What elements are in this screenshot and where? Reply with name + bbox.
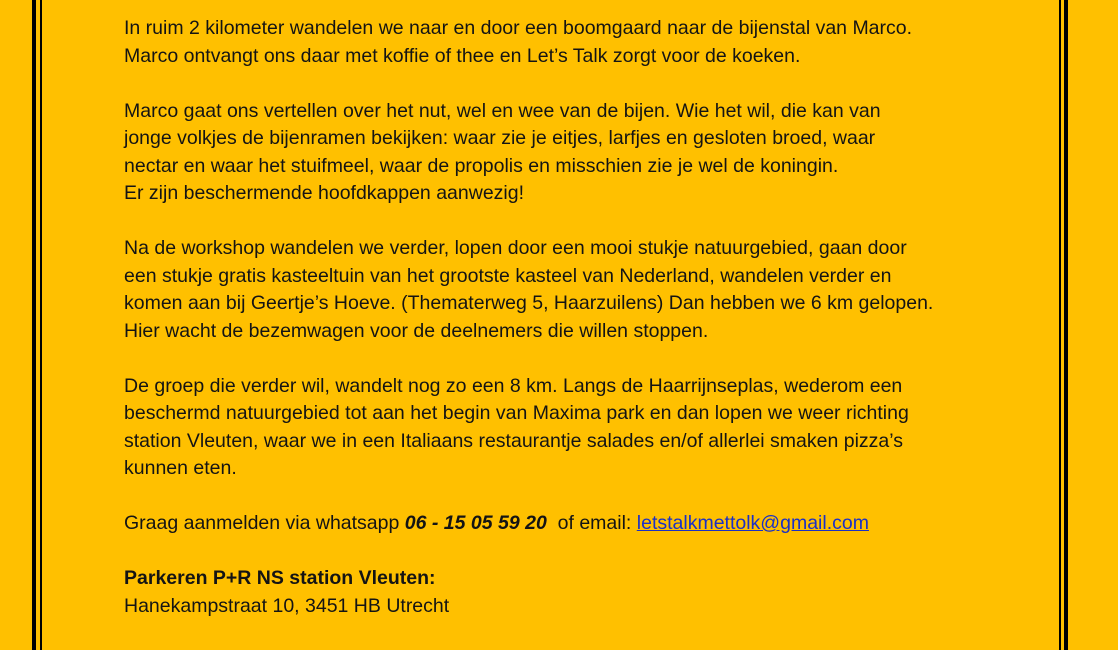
paragraph-bees — [124, 98, 1024, 208]
paragraph-gap — [124, 483, 1024, 511]
text-line: beschermd natuurgebied tot aan het begin van Maxima park en dan lopen we weer richting — [124, 402, 909, 424]
text-line: Marco gaat ons vertellen over het nut, wel en wee van de bijen. Wie het wil, die kan van — [124, 99, 881, 122]
text-line: nectar en waar het stuifmeel, waar de propolis en misschien zie je wel de koningin. — [124, 154, 839, 177]
text-line: een stukje gratis kasteeltuin van het grootste kasteel van Nederland, wandelen verder en — [124, 264, 892, 287]
whatsapp-number: 06 - 15 05 59 20 — [404, 512, 547, 534]
parking-address: Hanekampstraat 10, 3451 HB Utrecht — [124, 594, 450, 617]
paragraph-gap — [124, 208, 1024, 236]
contact-line — [124, 510, 1024, 538]
text-line: Na de workshop wandelen we verder, lopen door een mooi stukje natuurgebied, gaan door — [124, 237, 907, 259]
paragraph-gap — [124, 70, 1024, 98]
flyer-text — [124, 15, 1024, 620]
border-inner-right — [1059, 0, 1061, 650]
text-line: Marco ontvangt ons daar met koffie of thee en Let’s Talk zorgt voor de koeken. — [124, 44, 801, 67]
text-line: In ruim 2 kilometer wandelen we naar en door een boomgaard naar de bijenstal van Marco. — [124, 17, 913, 39]
border-outer-right — [1064, 0, 1068, 650]
text-line: Er zijn beschermende hoofdkappen aanwezig! — [124, 182, 525, 204]
paragraph-continue — [124, 373, 1024, 483]
text-line: station Vleuten, waar we in een Italiaans restaurantje salades en/of allerlei smaken pizza’s — [124, 429, 904, 452]
parking-info — [124, 565, 1024, 620]
text-line: jonge volkjes de bijenramen bekijken: waar zie je eitjes, larfjes en gesloten broed, waar — [124, 127, 876, 149]
email-link[interactable]: letstalkmettolk@gmail.com — [636, 512, 869, 534]
border-inner-left — [40, 0, 42, 650]
paragraph-gap — [124, 345, 1024, 373]
text-line: De groep die verder wil, wandelt nog zo een 8 km. Langs de Haarrijnseplas, wederom een — [124, 374, 903, 397]
text-line: Hier wacht de bezemwagen voor de deelnemers die willen stoppen. — [124, 319, 709, 342]
contact-middle: of email: — [546, 512, 637, 534]
border-outer-left — [32, 0, 36, 650]
parking-title: Parkeren P+R NS station Vleuten: — [124, 567, 436, 589]
paragraph-route — [124, 235, 1024, 345]
text-line: komen aan bij Geertje’s Hoeve. (Thematerweg 5, Haarzuilens) Dan hebben we 6 km gelopen. — [124, 292, 934, 314]
text-line: kunnen eten. — [124, 457, 237, 479]
contact-prefix: Graag aanmelden via whatsapp — [124, 512, 405, 534]
paragraph-gap — [124, 538, 1024, 566]
paragraph-walk-intro — [124, 15, 1024, 70]
